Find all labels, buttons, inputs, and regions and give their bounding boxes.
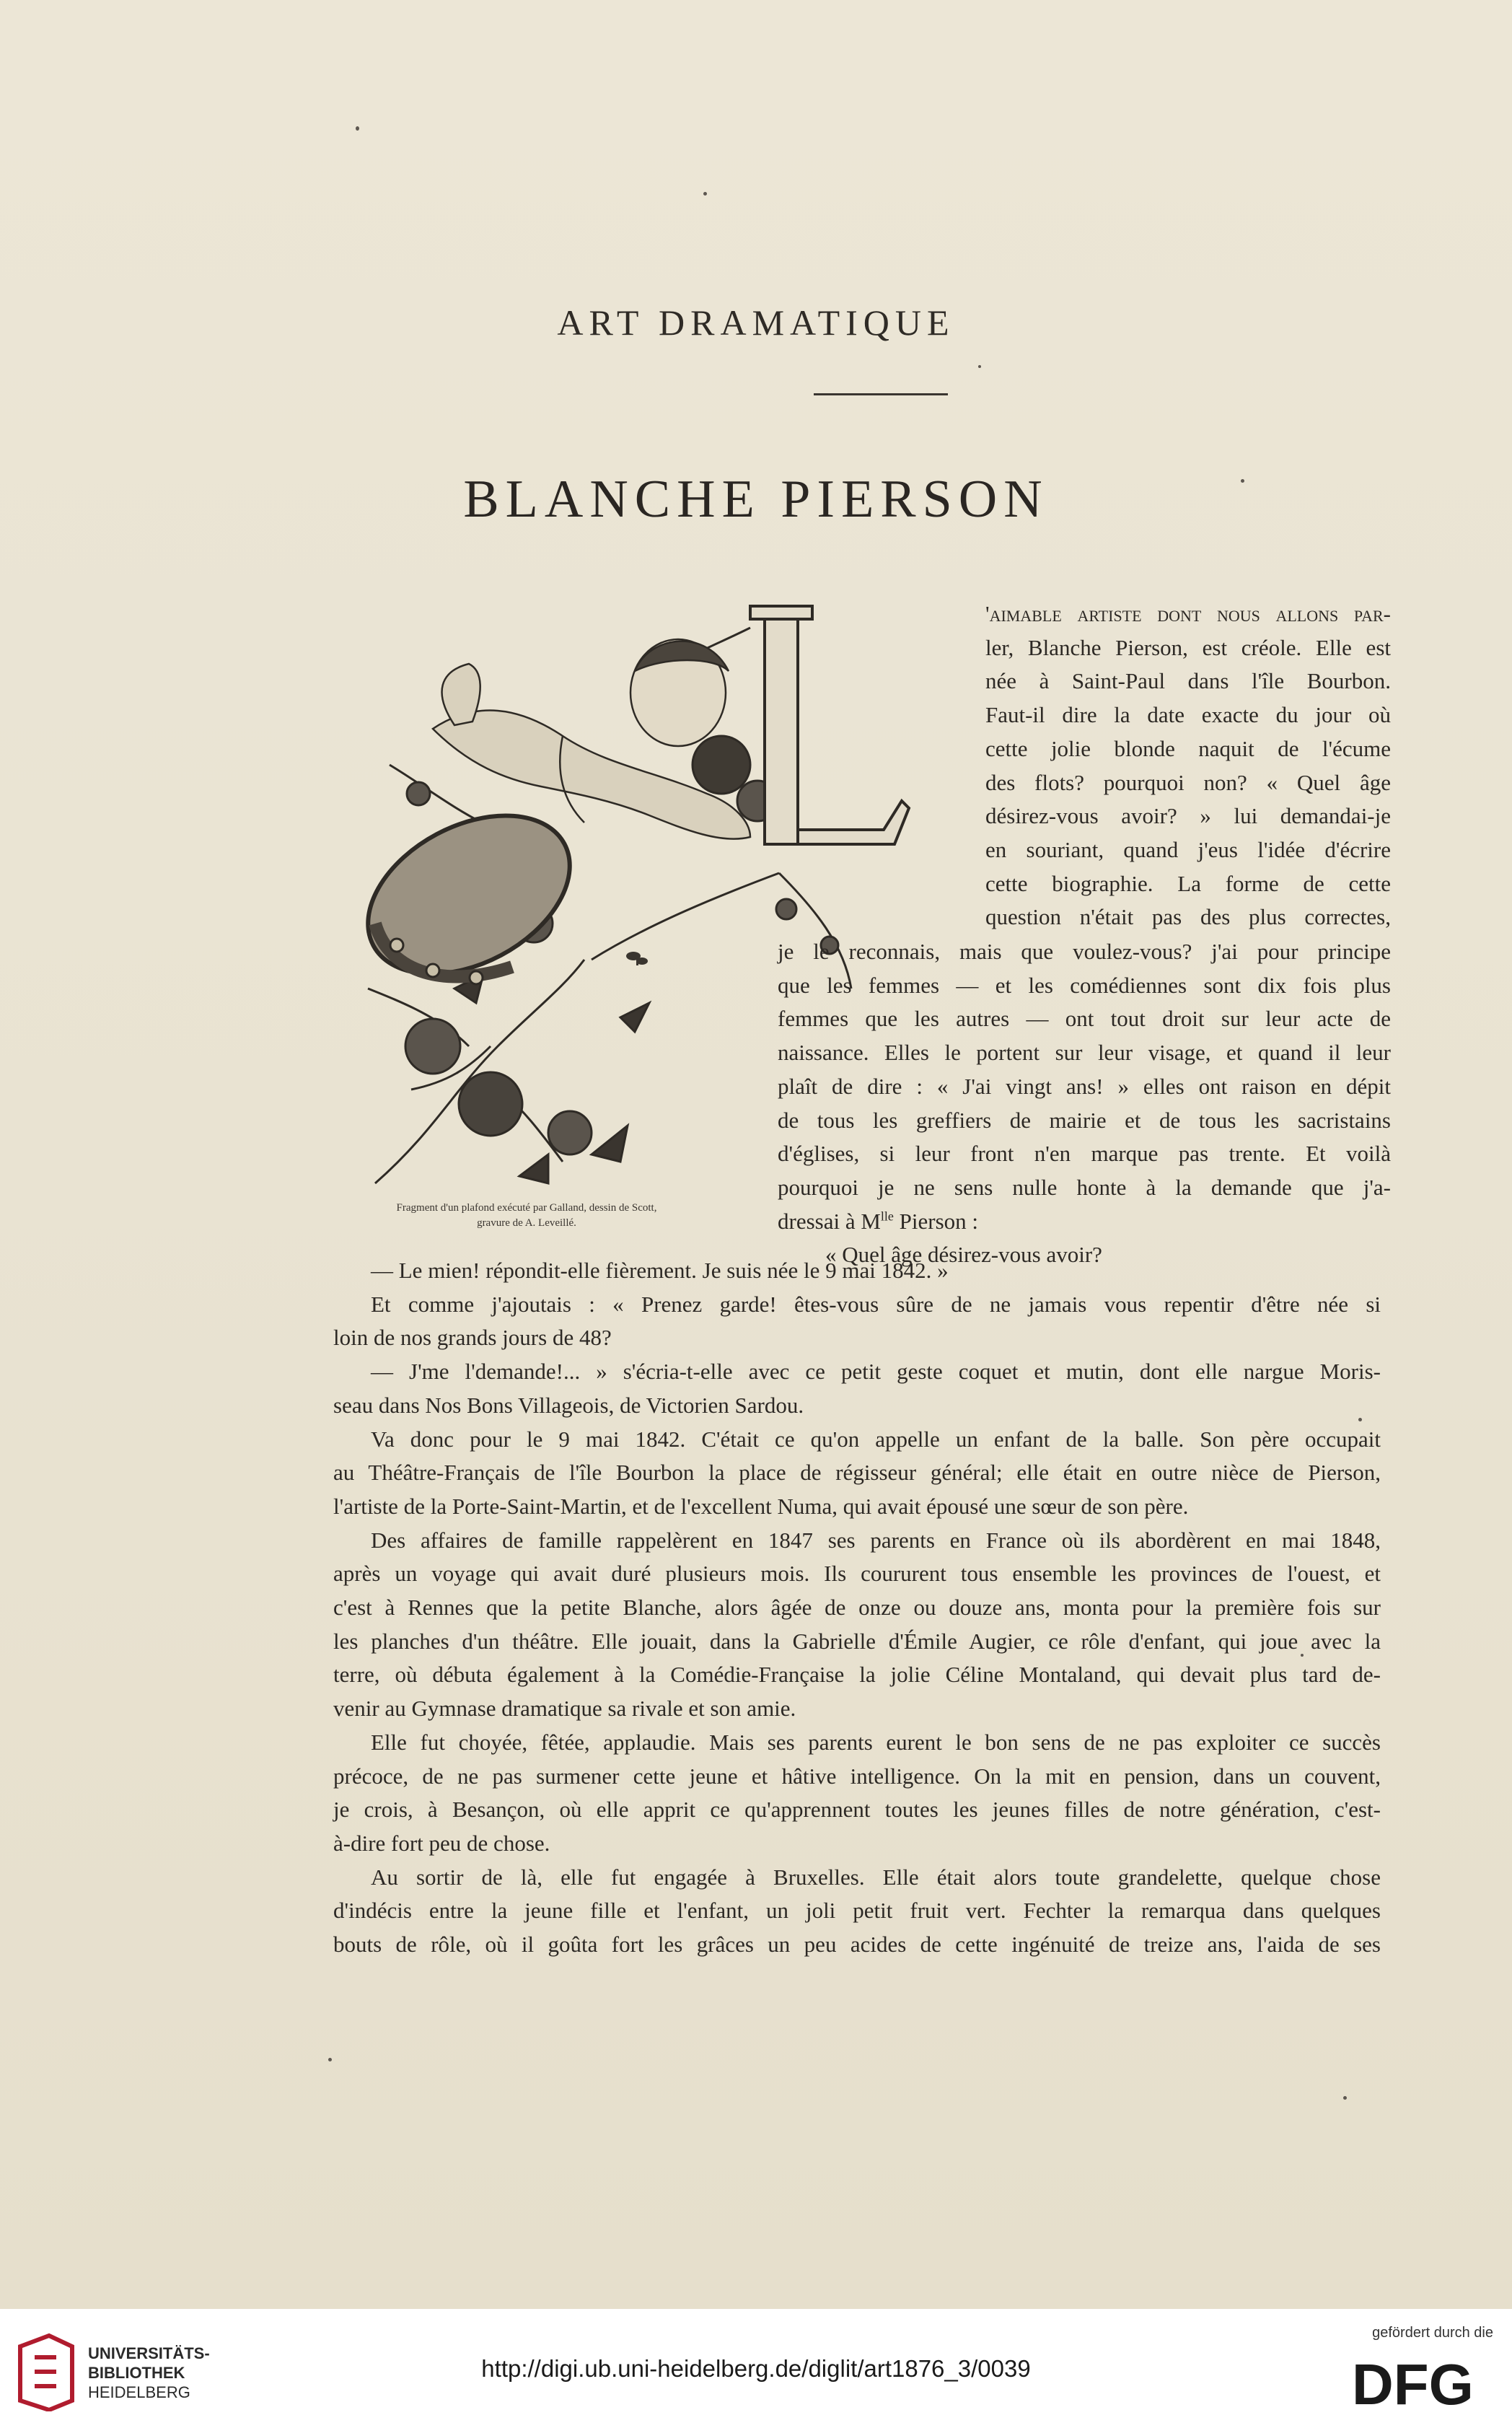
- text-line: je crois, à Besançon, où elle apprit ce qu'apprennent toutes les jeunes filles de notre génération, c'est-: [333, 1797, 1381, 1823]
- mlle-superscript: lle: [880, 1209, 894, 1224]
- text-line: des flots? pourquoi non? « Quel âge: [985, 769, 1391, 795]
- text-line: Des affaires de famille rappelèrent en 1847 ses parents en France où ils abordèrent en mai 1848,: [371, 1527, 1381, 1553]
- library-line: HEIDELBERG: [88, 2383, 190, 2401]
- text-line: que les femmes — et les comédiennes sont dix fois plus: [778, 972, 1391, 998]
- paper-speck: [1343, 2096, 1347, 2100]
- text-line: « Quel âge désirez-vous avoir?: [825, 1242, 1102, 1268]
- article-title: BLANCHE PIERSON: [463, 470, 1049, 529]
- text-block-full-width: [333, 1254, 1381, 1962]
- text-line: cette jolie blonde naquit de l'écume: [985, 735, 1391, 761]
- mlle-continuation: Pierson :: [893, 1208, 979, 1234]
- funding-label: gefördert durch die: [1372, 2325, 1493, 2341]
- svg-text:L: L: [346, 584, 348, 585]
- title-divider: [814, 393, 948, 395]
- text-line: bouts de rôle, où il goûta fort les grâces un peu acides de cette ingénuité de treize ans, l'aida de ses: [333, 1932, 1381, 1958]
- paper-speck: [356, 126, 359, 131]
- text-line: au Théâtre-Français de l'île Bourbon la place de régisseur général; elle était en outre nièce de Pierson,: [333, 1460, 1381, 1486]
- text-column-beside-initial: [985, 597, 1391, 934]
- illustration-caption: [339, 1201, 714, 1231]
- text-line: venir au Gymnase dramatique sa rivale et son amie.: [333, 1696, 796, 1722]
- text-line: désirez-vous avoir? » lui demandai-je: [985, 803, 1391, 829]
- text-line: après un voyage qui avait duré plusieurs mois. Ils coururent tous ensemble les provinces de l'ouest, et: [333, 1561, 1381, 1587]
- text-line: seau dans Nos Bons Villageois, de Victorien Sardou.: [333, 1392, 804, 1418]
- text-line: ler, Blanche Pierson, est créole. Elle est: [985, 634, 1391, 660]
- text-line: à-dire fort peu de chose.: [333, 1830, 550, 1856]
- text-line: Et comme j'ajoutais : « Prenez garde! êtes-vous sûre de ne jamais vous repentir d'être née si: [371, 1291, 1381, 1317]
- text-line: précoce, de ne pas surmener cette jeune et hâtive intelligence. On la mit en pension, dans un couvent,: [333, 1763, 1381, 1789]
- text-line: terre, où débuta également à la Comédie-Française la jolie Céline Montaland, qui devait plus tard de-: [333, 1662, 1381, 1688]
- text-line: d'indécis entre la jeune fille et l'enfant, un joli petit fruit vert. Fechter la remarqua dans quelques: [333, 1898, 1381, 1924]
- text-line: les planches d'un théâtre. Elle jouait, dans la Gabrielle d'Émile Augier, ce rôle d'enfant, qui joue avec la: [333, 1628, 1381, 1654]
- text-line: Elle fut choyée, fêtée, applaudie. Mais ses parents eurent le bon sens de ne pas exploiter ce succès: [371, 1729, 1381, 1755]
- text-line: c'est à Rennes que la petite Blanche, alors âgée de onze ou douze ans, monta pour la première fois sur: [333, 1595, 1381, 1621]
- text-line: d'églises, si leur front n'en marque pas trente. Et voilà: [778, 1141, 1391, 1167]
- text-line: en souriant, quand j'eus l'idée d'écrire: [985, 836, 1391, 862]
- text-line: cette biographie. La forme de cette: [985, 870, 1391, 896]
- caption-line: Fragment d'un plafond exécuté par Galland, dessin de Scott,: [396, 1202, 657, 1214]
- text-line: loin de nos grands jours de 48?: [333, 1325, 612, 1351]
- text-line: née à Saint-Paul dans l'île Bourbon.: [985, 668, 1391, 694]
- text-line: femmes que les autres — ont tout droit sur leur acte de: [778, 1006, 1391, 1032]
- svg-text:DFG: DFG: [1352, 2352, 1474, 2410]
- text-line: pourquoi je ne sens nulle honte à la demande que j'a-: [778, 1174, 1391, 1200]
- mlle-text: dressai à M: [778, 1208, 881, 1234]
- library-line: BIBLIOTHEK: [88, 2364, 185, 2382]
- text-line: question n'était pas des plus correctes,: [985, 904, 1391, 930]
- section-heading: ART DRAMATIQUE: [557, 302, 955, 343]
- text-line: de tous les greffiers de mairie et de tous les sacristains: [778, 1107, 1391, 1133]
- text-line: [778, 1205, 1391, 1239]
- text-line: — J'me l'demande!... » s'écria-t-elle avec ce petit geste coquet et mutin, dont elle nargue Moris-: [371, 1359, 1381, 1385]
- library-line: UNIVERSITÄTS-: [88, 2344, 210, 2362]
- text-line: l'artiste de la Porte-Saint-Martin, et de l'excellent Numa, qui avait épousé une sœur de son père.: [333, 1493, 1189, 1519]
- paper-speck: [978, 365, 981, 368]
- butterfly-icon: [626, 952, 648, 965]
- text-line: plaît de dire : « J'ai vingt ans! » elles ont raison en dépit: [778, 1073, 1391, 1099]
- caption-line: gravure de A. Leveillé.: [477, 1217, 576, 1229]
- text-line: je le reconnais, mais que voulez-vous? j'ai pour principe: [778, 939, 1391, 964]
- viewer-footer: [0, 2309, 1512, 2428]
- cherub-icon: [433, 639, 750, 839]
- text-line: — Le mien! répondit-elle fièrement. Je suis née le 9 mai 1842. »: [371, 1258, 949, 1283]
- text-line: naissance. Elles le portent sur leur visage, et quand il leur: [778, 1040, 1391, 1066]
- text-line: Au sortir de là, elle fut engagée à Bruxelles. Elle était alors toute grandelette, quelque chose: [371, 1864, 1381, 1890]
- dfg-logo-icon[interactable]: [1352, 2352, 1493, 2410]
- text-line: 'aimable artiste dont nous allons par-: [985, 601, 1391, 626]
- paper-speck: [703, 192, 707, 196]
- text-line: Faut-il dire la date exacte du jour où: [985, 702, 1391, 728]
- text-block-narrow: [778, 935, 1391, 1272]
- text-line: Va donc pour le 9 mai 1842. C'était ce qu'on appelle un enfant de la balle. Son père occupait: [371, 1426, 1381, 1452]
- permalink-url[interactable]: http://digi.ub.uni-heidelberg.de/diglit/art1876_3/0039: [481, 2355, 1031, 2382]
- paper-speck: [328, 2058, 332, 2061]
